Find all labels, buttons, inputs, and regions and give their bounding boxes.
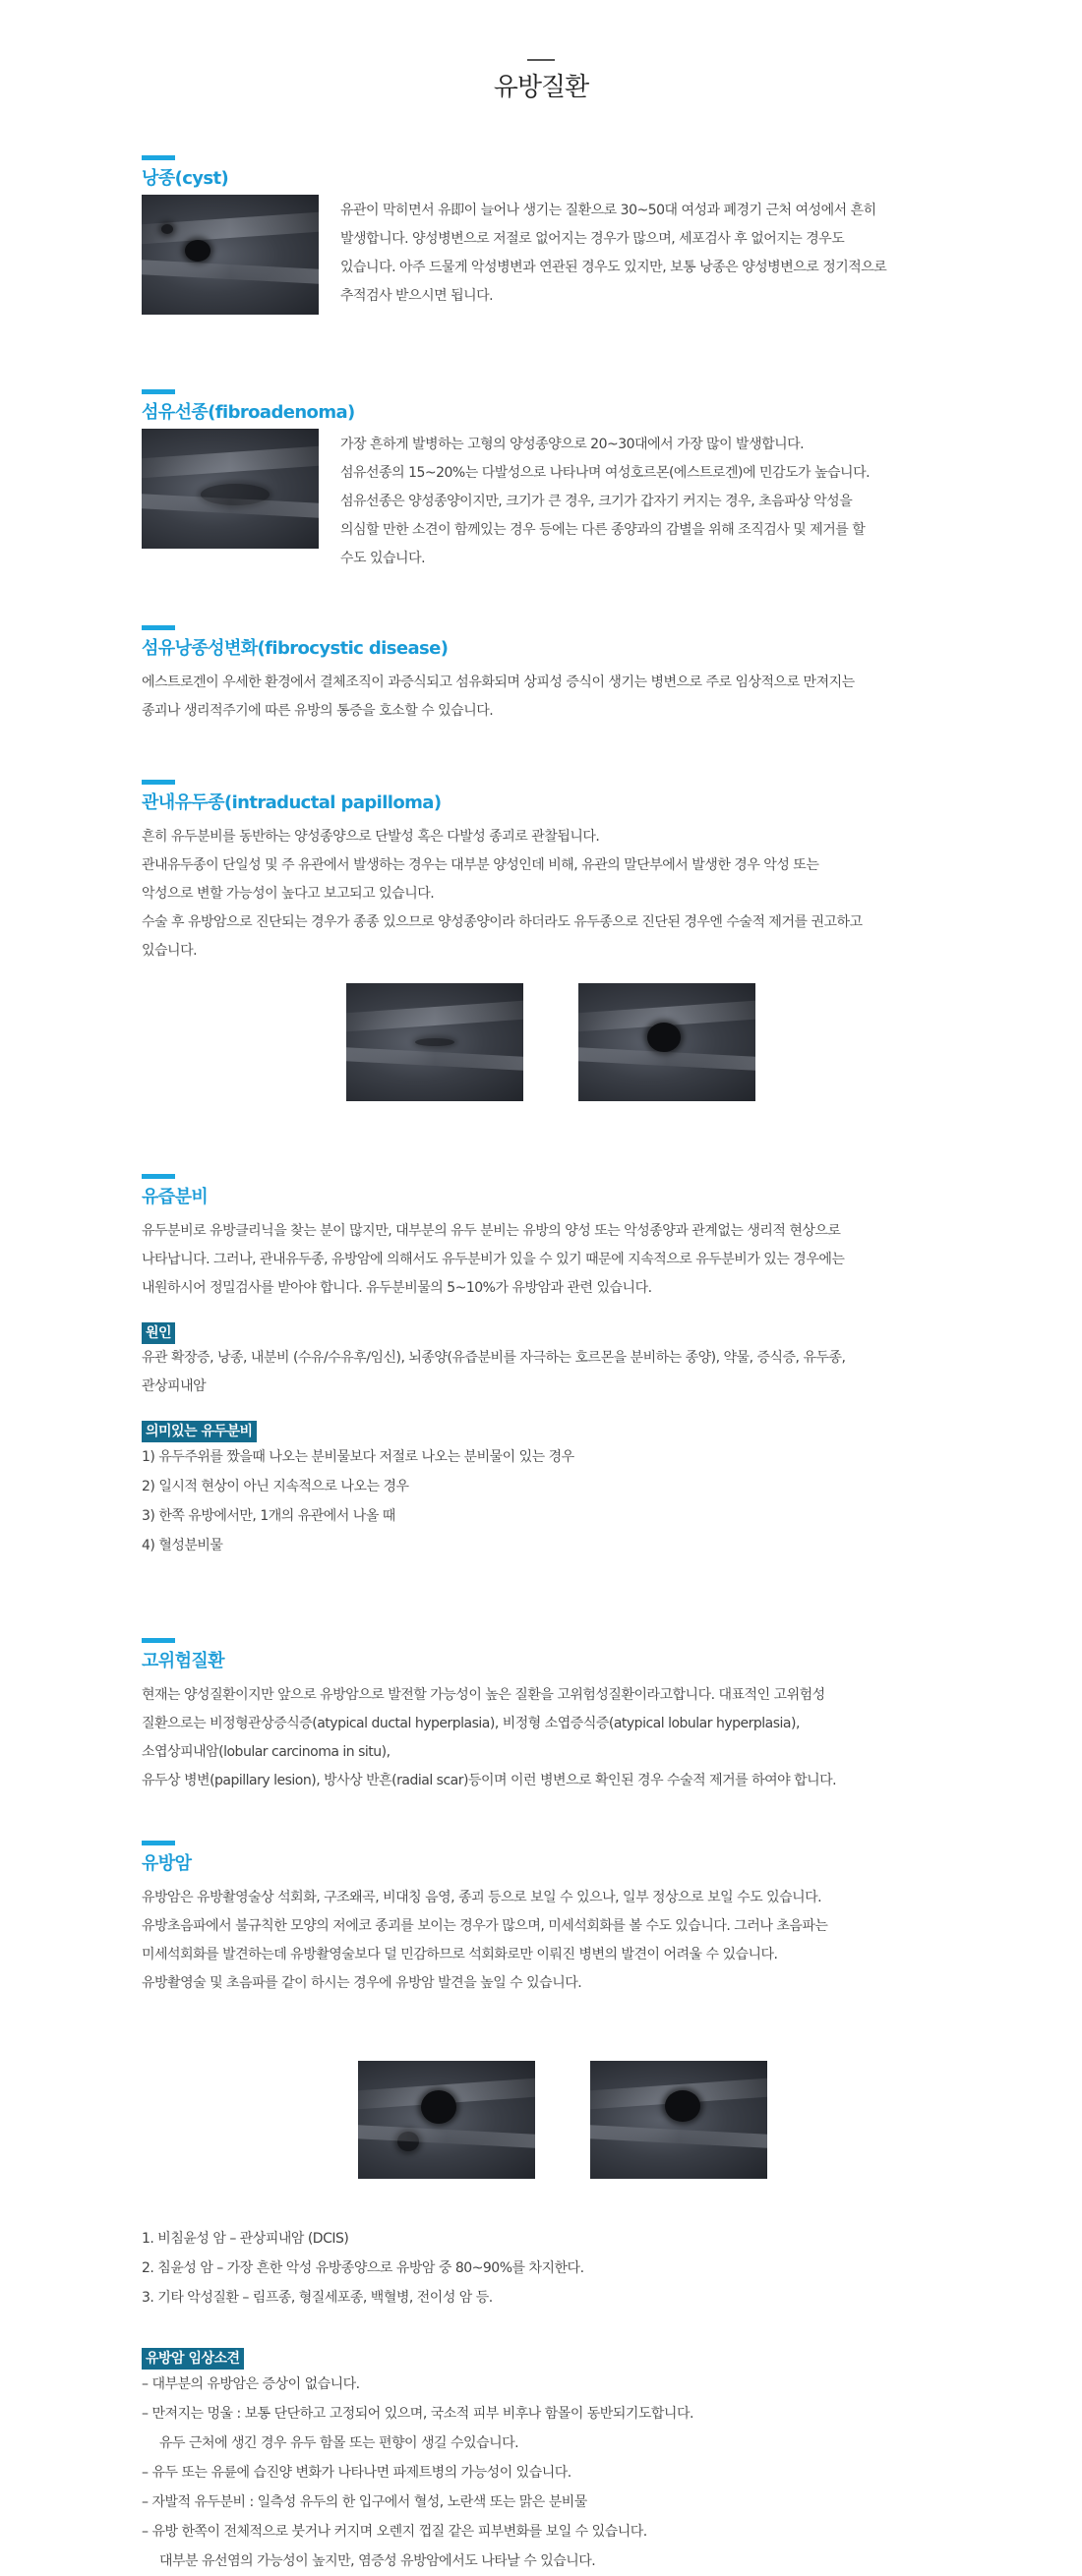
text-line: 유관이 막히면서 유即이 늘어나 생기는 질환으로 30~50대 여성과 폐경기 근처 여성에서 흔히 <box>340 203 876 218</box>
list-item: – 대부분의 유방암은 증상이 없습니다. <box>142 2376 360 2392</box>
text-line: 소엽상피내암(lobular carcinoma in situ), <box>142 1744 391 1760</box>
fibroadenoma-text <box>340 429 870 573</box>
list-item: 4) 혈성분비물 <box>142 1538 223 1553</box>
page-title: 유방질환 <box>493 73 589 102</box>
text-line: 있습니다. 아주 드물게 악성병변과 연관된 경우도 있지만, 보통 낭종은 양성병변으로 정기적으로 <box>340 260 887 275</box>
cancer-ultrasound-image-1 <box>358 2061 535 2179</box>
meaning-tag: 의미있는 유두분비 <box>142 1421 257 1442</box>
cyst-text <box>340 195 886 315</box>
text-line: 유방암은 유방촬영술상 석회화, 구조왜곡, 비대칭 음영, 종괴 등으로 보일 수 있으나, 일부 정상으로 보일 수도 있습니다. <box>142 1890 822 1905</box>
section-title: 섬유선종(fibroadenoma) <box>142 402 355 423</box>
papilloma-images <box>346 983 755 1101</box>
section-bar <box>142 1174 175 1179</box>
text-line: 유방초음파에서 불규칙한 모양의 저에코 종괴를 보이는 경우가 많으며, 미세석회화를 볼 수도 있습니다. 그러나 초음파는 <box>142 1918 828 1934</box>
section-bar <box>142 1841 175 1845</box>
list-item: 대부분 유선염의 가능성이 높지만, 염증성 유방암에서도 나타날 수 있습니다. <box>159 2553 596 2569</box>
section-cyst <box>142 155 948 315</box>
text-line: 의심할 만한 소견이 함께있는 경우 등에는 다른 종양과의 감별을 위해 조직검사 및 제거를 할 <box>340 522 866 538</box>
cancer-clinical <box>142 2348 948 2576</box>
text-line: 흔히 유두분비를 동반하는 양성종양으로 단발성 혹은 다발성 종괴로 관찰됩니다. <box>142 829 600 845</box>
cyst-ultrasound-image <box>142 195 319 315</box>
list-item: – 자발적 유두분비 : 일측성 유두의 한 입구에서 혈성, 노란색 또는 맑은 분비물 <box>142 2494 587 2510</box>
list-item: – 유방 한쪽이 전체적으로 붓거나 커지며 오렌지 껍질 같은 피부변화를 보일 수 있습니다. <box>142 2524 647 2540</box>
text-line: 수도 있습니다. <box>340 551 426 566</box>
text-line: 에스트로겐이 우세한 환경에서 결체조직이 과증식되고 섬유화되며 상피성 증식이 생기는 병변으로 주로 임상적으로 만져지는 <box>142 674 855 690</box>
section-cancer <box>142 1841 948 1998</box>
text-line: 관내유두종이 단일성 및 주 유관에서 발생하는 경우는 대부분 양성인데 비해, 유관의 말단부에서 발생한 경우 악성 또는 <box>142 857 819 873</box>
section-bar <box>142 1638 175 1643</box>
section-bar <box>142 155 175 160</box>
section-highrisk <box>142 1638 948 1795</box>
section-title: 유방암 <box>142 1853 192 1874</box>
cancer-ultrasound-image-2 <box>590 2061 767 2179</box>
section-title: 고위험질환 <box>142 1651 224 1671</box>
cause-tag: 원인 <box>142 1322 175 1344</box>
title-rule <box>527 59 555 61</box>
section-title: 낭종(cyst) <box>142 168 229 189</box>
text-line: 내원하시어 정밀검사를 받아야 합니다. 유두분비물의 5~10%가 유방암과 관련 있습니다. <box>142 1280 652 1296</box>
list-item: 2) 일시적 현상이 아닌 지속적으로 나오는 경우 <box>142 1479 409 1494</box>
text-line: 종괴나 생리적주기에 따른 유방의 통증을 호소할 수 있습니다. <box>142 703 494 719</box>
section-bar <box>142 389 175 394</box>
section-papilloma <box>142 780 948 966</box>
text-line: 가장 흔하게 발병하는 고형의 양성종양으로 20~30대에서 가장 많이 발생합니다. <box>340 437 805 452</box>
list-item: 2. 침윤성 암 – 가장 흔한 악성 유방종양으로 유방암 중 80~90%를 차지한다. <box>142 2260 584 2276</box>
fibroadenoma-ultrasound-image <box>142 429 319 549</box>
text-line: 있습니다. <box>142 943 198 959</box>
section-bar <box>142 780 175 785</box>
text-line: 발생합니다. 양성병변으로 저절로 없어지는 경우가 많으며, 세포검사 후 없어지는 경우도 <box>340 231 845 247</box>
section-title: 관내유두종(intraductal papilloma) <box>142 792 442 813</box>
list-item: 3) 한쪽 유방에서만, 1개의 유관에서 나올 때 <box>142 1508 395 1524</box>
section-bar <box>142 625 175 630</box>
text-line: 질환으로는 비정형관상증식증(atypical ductal hyperplasia), 비정형 소엽증식증(atypical lobular hyperplasia), <box>142 1716 800 1731</box>
section-discharge <box>142 1174 948 1560</box>
papilloma-ultrasound-image-2 <box>578 983 755 1101</box>
cyst-row <box>142 195 948 315</box>
text-line: 현재는 양성질환이지만 앞으로 유방암으로 발전할 가능성이 높은 질환을 고위험성질환이라고합니다. 대표적인 고위험성 <box>142 1687 825 1703</box>
fibroadenoma-row <box>142 429 948 573</box>
section-title: 섬유낭종성변화(fibrocystic disease) <box>142 638 449 659</box>
text-line: 관상피내암 <box>142 1378 207 1394</box>
list-item: 1. 비침윤성 암 – 관상피내암 (DCIS) <box>142 2231 349 2247</box>
cancer-types <box>142 2224 948 2313</box>
section-title: 유즙분비 <box>142 1187 209 1207</box>
list-item: 1) 유두주위를 짰을때 나오는 분비물보다 저절로 나오는 분비물이 있는 경우 <box>142 1449 574 1465</box>
section-fibroadenoma <box>142 389 948 573</box>
list-item: – 유두 또는 유륜에 습진양 변화가 나타나면 파제트병의 가능성이 있습니다. <box>142 2465 571 2481</box>
text-line: 악성으로 변할 가능성이 높다고 보고되고 있습니다. <box>142 886 435 902</box>
text-line: 유관 확장증, 낭종, 내분비 (수유/수유후/임신), 뇌종양(유즙분비를 자극하는 호르몬을 분비하는 종양), 약물, 증식증, 유두종, <box>142 1350 846 1366</box>
cancer-images <box>358 2061 767 2179</box>
text-line: 섬유선종은 양성종양이지만, 크기가 큰 경우, 크기가 갑자기 커지는 경우, 초음파상 악성을 <box>340 494 853 509</box>
text-line: 추적검사 받으시면 됩니다. <box>340 288 494 304</box>
text-line: 유두분비로 유방클리닉을 찾는 분이 많지만, 대부분의 유두 분비는 유방의 양성 또는 악성종양과 관계없는 생리적 현상으로 <box>142 1223 841 1239</box>
list-item: 유두 근처에 생긴 경우 유두 함몰 또는 편향이 생길 수있습니다. <box>159 2435 519 2451</box>
list-item: – 만져지는 멍울 : 보통 단단하고 고정되어 있으며, 국소적 피부 비후나 함몰이 동반되기도합니다. <box>142 2406 693 2422</box>
clinical-tag: 유방암 임상소견 <box>142 2348 244 2370</box>
text-line: 유방촬영술 및 초음파를 같이 하시는 경우에 유방암 발견을 높일 수 있습니다. <box>142 1975 582 1991</box>
text-line: 수술 후 유방암으로 진단되는 경우가 종종 있으므로 양성종양이라 하더라도 유두종으로 진단된 경우엔 수술적 제거를 권고하고 <box>142 914 863 930</box>
section-fibrocystic <box>142 625 948 726</box>
list-item: 3. 기타 악성질환 – 림프종, 형질세포종, 백혈병, 전이성 암 등. <box>142 2290 493 2306</box>
papilloma-ultrasound-image-1 <box>346 983 523 1101</box>
text-line: 섬유선종의 15~20%는 다발성으로 나타나며 여성호르몬(에스트로겐)에 민감도가 높습니다. <box>340 465 871 481</box>
text-line: 미세석회화를 발견하는데 유방촬영술보다 덜 민감하므로 석회화로만 이뤄진 병변의 발견이 어려울 수 있습니다. <box>142 1947 778 1962</box>
text-line: 나타납니다. 그러나, 관내유두종, 유방암에 의해서도 유두분비가 있을 수 있기 때문에 지속적으로 유두분비가 있는 경우에는 <box>142 1252 845 1267</box>
text-line: 유두상 병변(papillary lesion), 방사상 반흔(radial scar)등이며 이런 병변으로 확인된 경우 수술적 제거를 하여야 합니다. <box>142 1773 837 1788</box>
